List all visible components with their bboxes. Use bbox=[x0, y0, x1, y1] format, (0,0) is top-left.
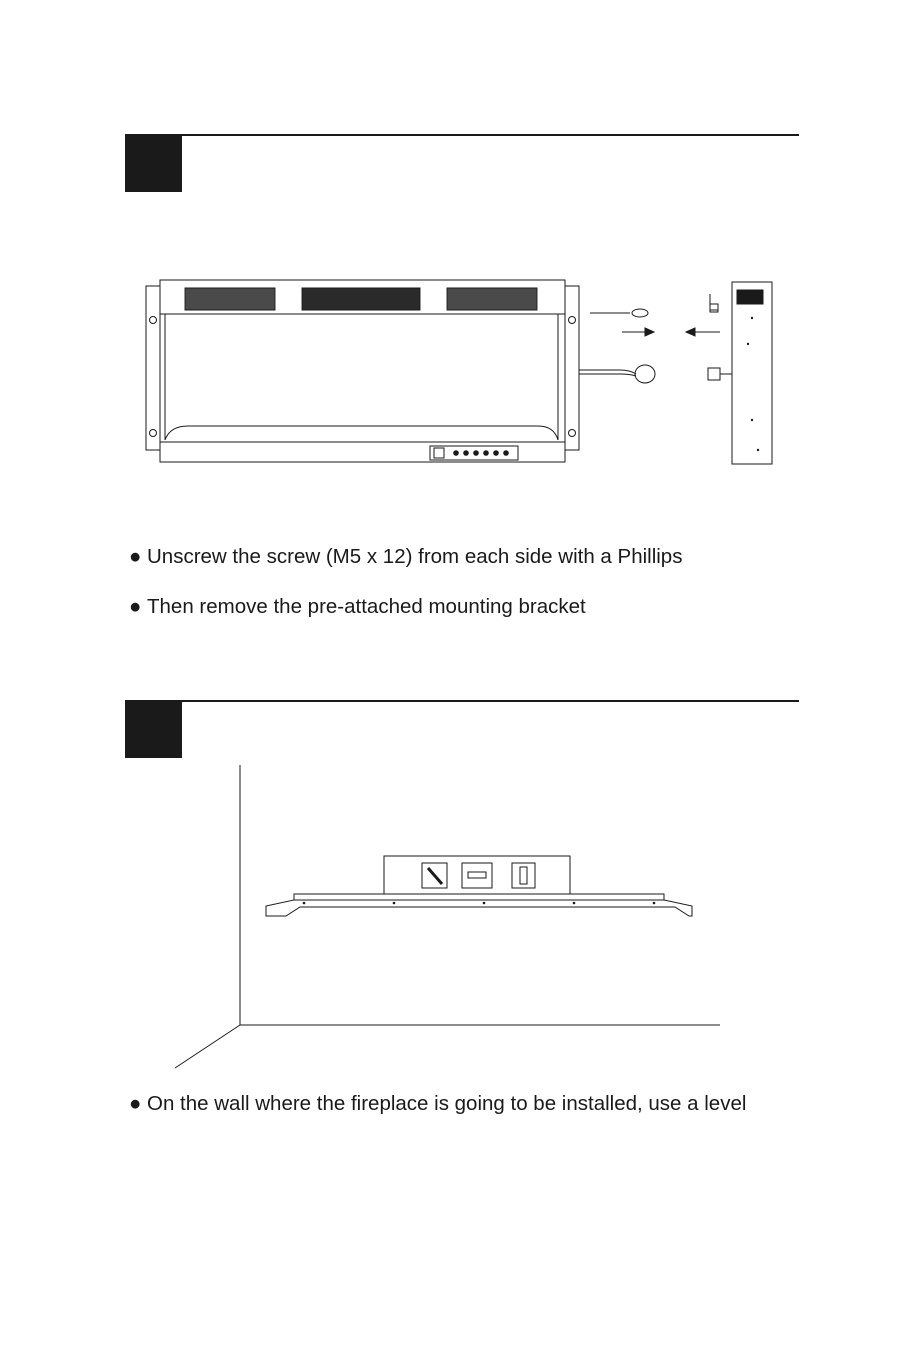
wall-bracket-level-illustration bbox=[170, 760, 730, 1075]
bullet-icon: ● bbox=[129, 595, 142, 618]
fireplace-side-body bbox=[732, 282, 772, 464]
arrow-right-icon bbox=[645, 328, 654, 336]
step-2-bullet-1 bbox=[129, 1092, 746, 1116]
step-1-bullet-1-text: Unscrew the screw (M5 x 12) from each side with a Phillips bbox=[147, 545, 683, 568]
step-2-number-box bbox=[125, 701, 182, 758]
vent-grilles bbox=[185, 288, 537, 310]
arrow-left-icon bbox=[686, 328, 695, 336]
screw-icon bbox=[150, 317, 157, 324]
step-1-bullet-2 bbox=[129, 595, 586, 619]
bullet-icon: ● bbox=[129, 1092, 142, 1115]
side-plug-connector bbox=[708, 368, 720, 380]
control-buttons bbox=[453, 450, 509, 456]
step-2-header-rule bbox=[125, 700, 799, 702]
power-switch-icon bbox=[434, 448, 444, 458]
step-1-bullet-2-text: Then remove the pre-attached mounting bracket bbox=[147, 595, 586, 618]
screw-icon bbox=[150, 430, 157, 437]
step-2-bullet-1-text: On the wall where the fireplace is going to be installed, use a level bbox=[147, 1092, 747, 1115]
screw-icon bbox=[569, 317, 576, 324]
mounting-bracket bbox=[266, 894, 692, 916]
floor-diagonal-edge bbox=[175, 1025, 240, 1068]
bullet-icon: ● bbox=[129, 545, 142, 568]
fireplace-removal-illustration bbox=[140, 270, 790, 470]
screw-icon bbox=[569, 430, 576, 437]
step-1-number-box bbox=[125, 135, 182, 192]
plug-icon bbox=[635, 365, 655, 383]
right-side-flange bbox=[565, 286, 579, 450]
step-1-header-rule bbox=[125, 134, 799, 136]
left-side-flange bbox=[146, 286, 160, 450]
step-1-bullet-1 bbox=[129, 545, 682, 569]
